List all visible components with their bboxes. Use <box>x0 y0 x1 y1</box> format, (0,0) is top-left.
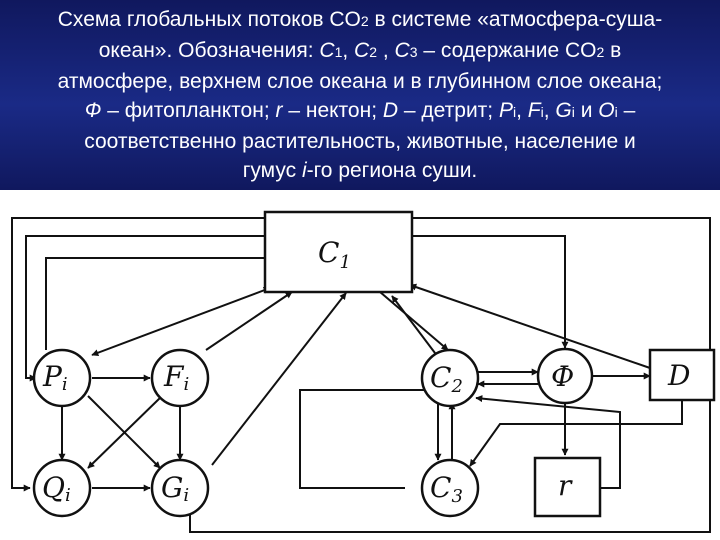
node-c1-label: $C_1$ <box>318 236 351 273</box>
node-f <box>152 350 208 406</box>
arrow-f-c1 <box>206 292 292 350</box>
node-r-label: r <box>558 469 572 502</box>
arrow-c1-c2-b <box>392 296 438 357</box>
node-d-label: D <box>668 359 691 392</box>
node-r <box>535 458 600 516</box>
node-f-label: Fi <box>164 360 190 395</box>
node-phi <box>538 349 592 403</box>
caption <box>0 0 720 190</box>
caption-line-1: Схема глобальных потоков CO2 в системе «атмосфера-суша- <box>57 8 663 31</box>
node-c1 <box>265 212 412 292</box>
node-g <box>152 460 208 516</box>
node-c2 <box>422 350 478 406</box>
node-q-label: Qi <box>42 471 71 506</box>
node-c3 <box>422 460 478 516</box>
arrow-p-loop <box>46 258 265 350</box>
node-q <box>34 460 90 516</box>
node-g-label: Gi <box>161 471 190 506</box>
caption-line-2: океан». Обозначения: C1, C2 , C3 – содержание CO2 в <box>98 39 622 62</box>
arrow-c1-c2-a <box>380 292 448 350</box>
node-c3-label: C3 <box>430 471 463 507</box>
caption-line-6: гумус i-го региона суши. <box>242 159 478 182</box>
arrow-p-c1 <box>92 288 270 355</box>
arrow-d-c3 <box>470 400 682 466</box>
arrow-c3-loop <box>300 390 430 488</box>
node-phi-label: Ф <box>551 360 575 393</box>
node-d <box>650 350 714 400</box>
flow-diagram <box>0 190 720 540</box>
node-p <box>34 350 90 406</box>
caption-line-5: соответственно растительность, животные, население и <box>84 130 636 153</box>
caption-line-4: Ф – фитопланктон; r – нектон; D – детрит; Pi, Fi, Gi и Oi – <box>84 99 636 122</box>
node-p-label: Pi <box>43 360 68 395</box>
node-c2-label: C2 <box>430 361 463 397</box>
arrow-g-c1 <box>212 293 346 465</box>
caption-line-3: атмосфере, верхнем слое океана и в глубинном слое океана; <box>57 70 663 93</box>
